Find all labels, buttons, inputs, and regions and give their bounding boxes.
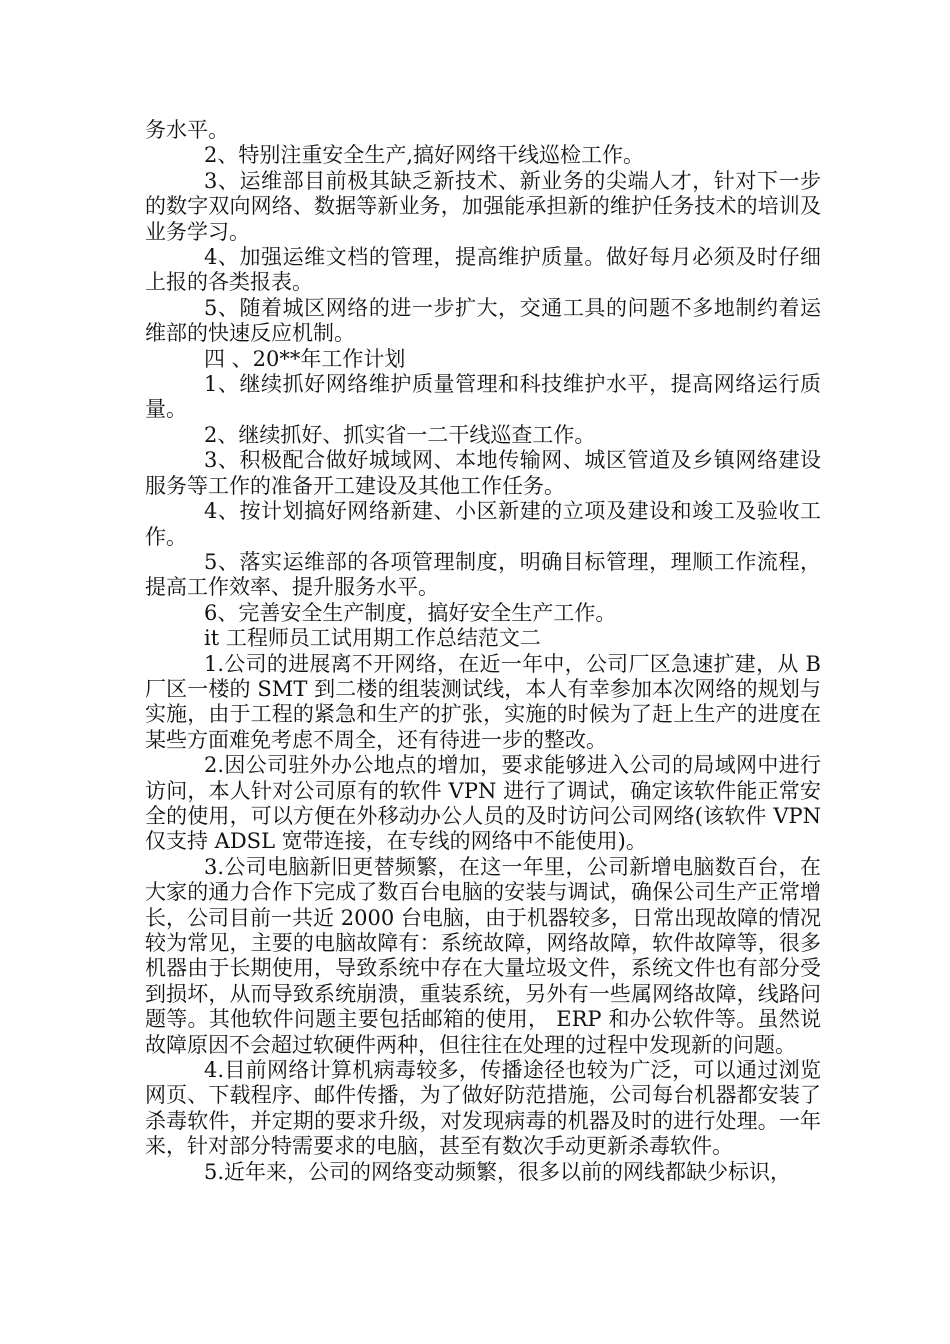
- paragraph-14: 1.公司的进展离不开网络，在近一年中，公司厂区急速扩建，从 B 厂区一楼的 SMT 到二楼的组装测试线，本人有幸参加本次网络的规划与实施，由于工程的紧急和生产的扩张，实施的时候为了赶上生产的进度在某些方面难免考虑不周全，还有待进一步的整改。: [145, 651, 821, 752]
- paragraph-15: 2.因公司驻外办公地点的增加，要求能够进入公司的局域网中进行访问，本人针对公司原有的软件 VPN 进行了调试，确定该软件能正常安全的使用，可以方便在外移动办公人员的及时访问公司网络(该软件 VPN 仅支持 ADSL 宽带连接，在专线的网络中不能使用)。: [145, 753, 821, 854]
- paragraph-11: 5、落实运维部的各项管理制度，明确目标管理，理顺工作流程，提高工作效率、提升服务水平。: [145, 549, 821, 600]
- paragraph-18: 5.近年来，公司的网络变动频繁，很多以前的网线都缺少标识，: [204, 1159, 792, 1184]
- paragraph-5: 5、随着城区网络的进一步扩大，交通工具的问题不多地制约着运维部的快速反应机制。: [145, 295, 821, 346]
- section-heading-sample-two: it 工程师员工试用期工作总结范文二: [204, 626, 541, 651]
- section-heading-plan: 四 、20**年工作计划: [204, 346, 406, 371]
- paragraph-8: 2、继续抓好、抓实省一二干线巡查工作。: [204, 422, 596, 447]
- paragraph-12: 6、完善安全生产制度，搞好安全生产工作。: [204, 600, 617, 625]
- paragraph-4: 4、加强运维文档的管理，提高维护质量。做好每月必须及时仔细上报的各类报表。: [145, 245, 821, 295]
- paragraph-9: 3、积极配合做好城域网、本地传输网、城区管道及乡镇网络建设服务等工作的准备开工建设及其他工作任务。: [145, 448, 821, 498]
- paragraph-17: 4.目前网络计算机病毒较多，传播途径也较为广泛，可以通过浏览网页、下载程序、邮件传播，为了做好防范措施，公司每台机器都安装了杀毒软件，并定期的要求升级，对发现病毒的机器及时的进行处理。一年来，针对部分特需要求的电脑，甚至有数次手动更新杀毒软件。: [145, 1058, 821, 1159]
- paragraph-7: 1、继续抓好网络维护质量管理和科技维护水平，提高网络运行质量。: [145, 372, 821, 422]
- paragraph-16: 3.公司电脑新旧更替频繁，在这一年里，公司新增电脑数百台，在大家的通力合作下完成了数百台电脑的安装与调试，确保公司生产正常增长，公司目前一共近 2000 台电脑，由于机器较多，日常出现故障的情况较为常见，主要的电脑故障有：系统故障，网络故障，软件故障等，很多机器由于长期使用，导致系统中存在大量垃圾文件，系统文件也有部分受到损坏，从而导致系统崩溃，重装系统，另外有一些属网络故障，线路问题等。其他软件问题主要包括邮箱的使用， ERP 和办公软件等。虽然说故障原因不会超过软硬件两种，但往往在处理的过程中发现新的问题。: [145, 854, 821, 1057]
- document-page: [145, 118, 821, 1185]
- paragraph-10: 4、按计划搞好网络新建、小区新建的立项及建设和竣工及验收工作。: [145, 499, 821, 549]
- paragraph-2: 2、特别注重安全生产,搞好网络干线巡检工作。: [204, 143, 645, 168]
- paragraph-3: 3、运维部目前极其缺乏新技术、新业务的尖端人才，针对下一步的数字双向网络、数据等新业务，加强能承担新的维护任务技术的培训及业务学习。: [145, 168, 821, 244]
- paragraph-1: 务水平。: [145, 118, 229, 142]
